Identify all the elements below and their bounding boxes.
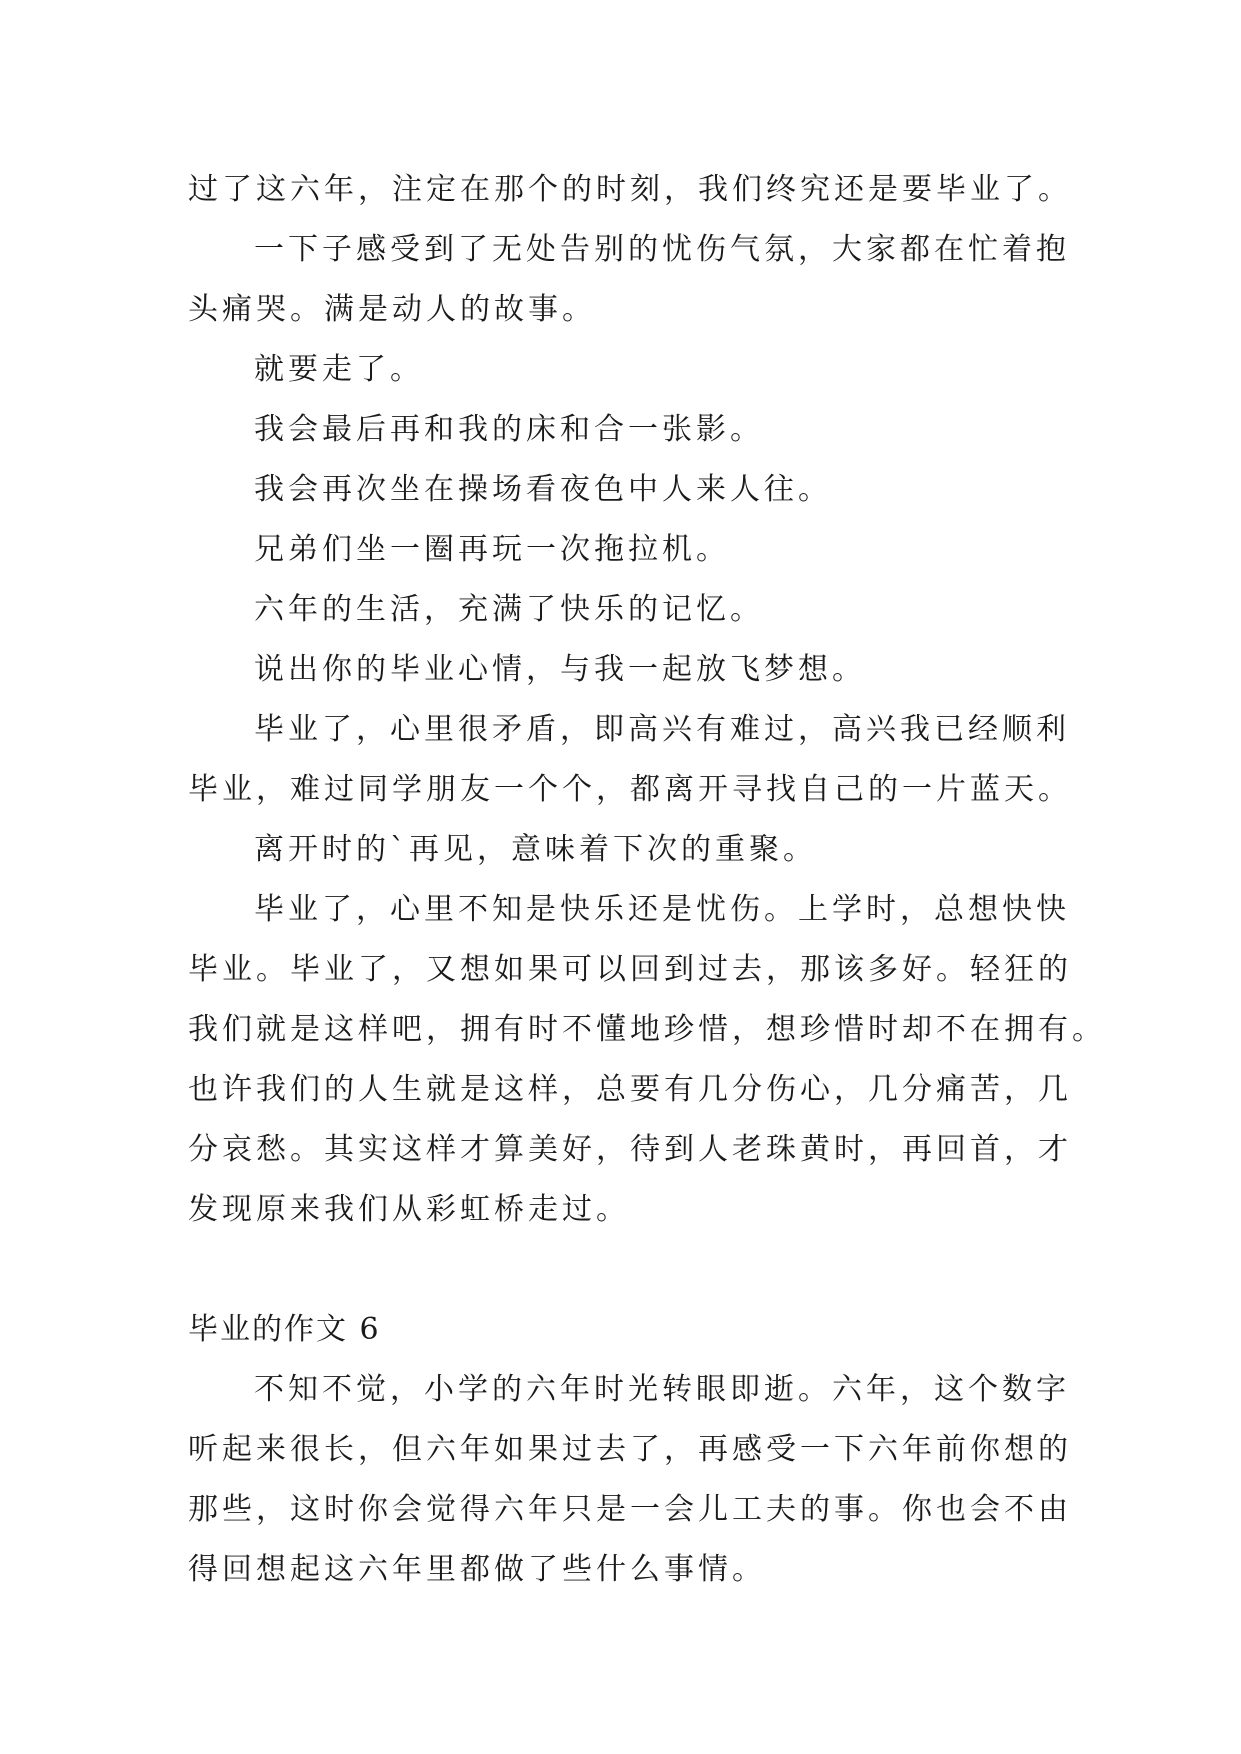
paragraph-start-line: 六年的生活，充满了快乐的记忆。: [254, 592, 764, 627]
paragraph-start-line: 兄弟们坐一圈再玩一次拖拉机。: [254, 532, 730, 567]
text-line: 听起来很长，但六年如果过去了，再感受一下六年前你想的: [188, 1432, 1072, 1467]
document-page: [188, 160, 1106, 1600]
text-line: 过了这六年，注定在那个的时刻，我们终究还是要毕业了。: [188, 172, 1072, 207]
text-line: 我们就是这样吧，拥有时不懂地珍惜，想珍惜时却不在拥有。: [188, 1012, 1106, 1047]
text-line: 发现原来我们从彩虹桥走过。: [188, 1192, 630, 1227]
section-spacer: [188, 1240, 1068, 1300]
paragraph-start-line: 离开时的`再见，意味着下次的重聚。: [254, 832, 817, 867]
text-line: 毕业，难过同学朋友一个个，都离开寻找自己的一片蓝天。: [188, 772, 1072, 807]
text-line: 那些，这时你会觉得六年只是一会儿工夫的事。你也会不由: [188, 1492, 1072, 1527]
text-line: 分哀愁。其实这样才算美好，待到人老珠黄时，再回首，才: [188, 1132, 1072, 1167]
paragraph-start-line: 毕业了，心里不知是快乐还是忧伤。上学时，总想快快: [254, 892, 1070, 927]
paragraph-start-line: 说出你的毕业心情，与我一起放飞梦想。: [254, 652, 866, 687]
paragraph-start-line: 一下子感受到了无处告别的忧伤气氛，大家都在忙着抱: [254, 232, 1070, 267]
paragraph-start-line: 就要走了。: [254, 352, 424, 387]
text-line: 得回想起这六年里都做了些什么事情。: [188, 1552, 766, 1587]
text-line: 也许我们的人生就是这样，总要有几分伤心，几分痛苦，几: [188, 1072, 1072, 1107]
text-line: 毕业。毕业了，又想如果可以回到过去，那该多好。轻狂的: [188, 952, 1072, 987]
text-line: 头痛哭。满是动人的故事。: [188, 292, 596, 327]
paragraph-start-line: 不知不觉，小学的六年时光转眼即逝。六年，这个数字: [254, 1372, 1070, 1407]
section-heading: 毕业的作文 6: [188, 1312, 381, 1347]
paragraph-start-line: 我会最后再和我的床和合一张影。: [254, 412, 764, 447]
paragraph-start-line: 毕业了，心里很矛盾，即高兴有难过，高兴我已经顺利: [254, 712, 1070, 747]
paragraph-start-line: 我会再次坐在操场看夜色中人来人往。: [254, 472, 832, 507]
